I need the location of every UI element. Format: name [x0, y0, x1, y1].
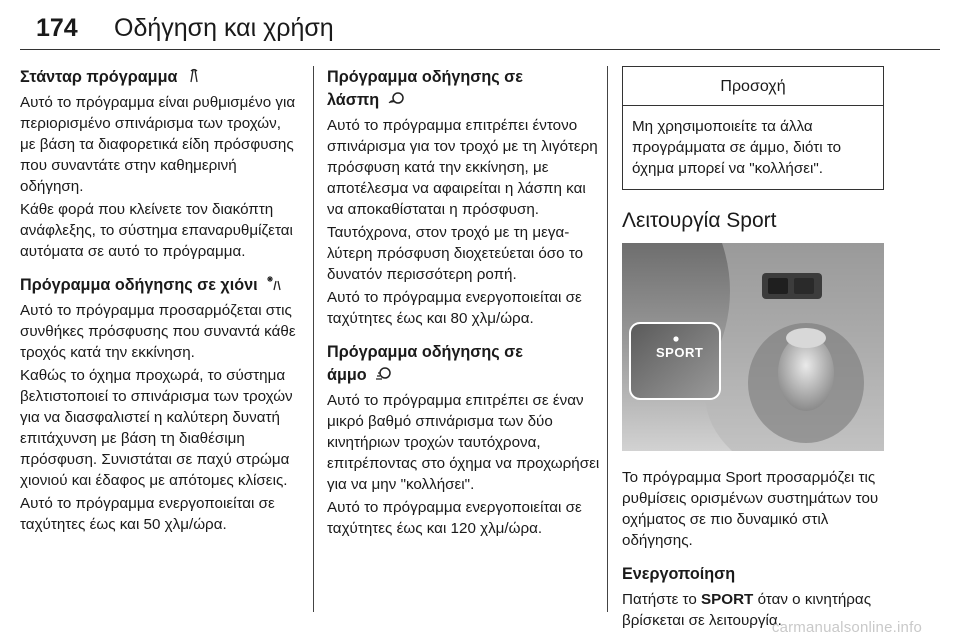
- sand-program-text-2: Αυτό το πρόγραμμα ενεργοποιείται σε ταχύτητες έως και 120 χλμ/ώρα.: [327, 499, 582, 537]
- chapter-title: Οδήγηση και χρήση: [114, 13, 334, 42]
- standard-program-heading: Στάνταρ πρόγραμμα: [20, 66, 300, 89]
- mud-tire-icon: [388, 90, 404, 106]
- standard-road-icon: [186, 67, 202, 83]
- snow-program-text-2: Καθώς το όχημα προχωρά, το σύστημα βελτιστοποιεί το σπινάρισμα των τροχών για να διασφαλιστεί η καλύτερη δυνατή επιτάχυνση με βάση τη διαθέσιμη πρόσφυση. Συνιστάται σε παχύ στρώμα χιονιού και έδαφος με απότομες κλίσεις.: [20, 367, 293, 489]
- activation-text: Πατήστε το SPORT όταν ο κινητήρας βρίσκεται σε λειτουργία.: [622, 591, 872, 629]
- sand-program-heading: Πρόγραμμα οδήγησης σε άμμο: [327, 343, 523, 384]
- sport-mode-text: Το πρόγραμμα Sport προσαρμόζει τις ρυθμίσεις ορισμένων συστημάτων του οχήματος σε πιο δυναμικό στιλ οδήγησης.: [622, 469, 879, 549]
- sand-tire-icon: [375, 365, 391, 381]
- page-number: 174: [36, 13, 78, 42]
- column-divider-2: [607, 66, 608, 612]
- photo-sport-label: SPORT: [656, 345, 704, 360]
- column-divider-1: [313, 66, 314, 612]
- caution-text: Μη χρησιμοποιείτε τα άλλα προγράμματα σε άμμο, διότι το όχημα μπορεί να "κολλήσει".: [632, 118, 842, 177]
- snow-program-text-3: Αυτό το πρόγραμμα ενεργοποιείται σε ταχύτητες έως και 50 χλμ/ώρα.: [20, 495, 275, 533]
- caution-box: [622, 66, 884, 190]
- page-header: [36, 4, 334, 52]
- sport-button-label: SPORT: [701, 591, 754, 608]
- snow-program-text-1: Αυτό το πρόγραμμα προσαρμόζεται στις συνθήκες πρόσφυσης που συναντά κάθε τροχός κατά την εκκίνηση.: [20, 302, 296, 361]
- snow-program-heading: Πρόγραμμα οδήγησης σε χιόνι: [20, 274, 300, 297]
- mud-program-text-2: Ταυτόχρονα, στον τροχό με τη μεγαλύτερη πρόσφυση διοχετεύεται όσο το δυνατόν περισσότερη ροπή.: [327, 224, 584, 283]
- mud-program-text-1: Αυτό το πρόγραμμα επιτρέπει έντονο σπινάρισμα για τον τροχό με τη λιγότερη πρόσφυση κατά την εκκίνηση, με αποτέλεσμα να αφαιρείται η λάσπη και να αποκαθίσταται η πρόσφυση.: [327, 117, 598, 218]
- mud-program-text-3: Αυτό το πρόγραμμα ενεργοποιείται σε ταχύτητες έως και 80 χλμ/ώρα.: [327, 289, 582, 327]
- sport-mode-title: Λειτουργία Sport: [622, 209, 777, 232]
- column-left: [20, 66, 300, 535]
- standard-program-text-1: Αυτό το πρόγραμμα είναι ρυθμισμένο για περιορισμένο σπινάρισμα των τροχών, με βάση τα διαφορετικά είδη πρόσφυσης που συναντάτε στην καθημερινή οδήγηση.: [20, 94, 296, 195]
- sand-program-text-1: Αυτό το πρόγραμμα επιτρέπει σε έναν μικρό βαθμό σπινάρισμα των δύο κινητήριων τροχών ταυτόχρονα, επιτρέποντας στο όχημα να προχωρήσει για να μην "κολλήσει".: [327, 392, 600, 493]
- snowflake-road-icon: [266, 275, 282, 291]
- activation-heading: Ενεργοποίηση: [622, 565, 736, 583]
- mud-program-heading: Πρόγραμμα οδήγησης σε λάσπη: [327, 68, 523, 109]
- column-middle: [327, 66, 601, 539]
- watermark: carmanualsonline.info: [771, 619, 922, 636]
- caution-heading: Προσοχή: [623, 67, 883, 106]
- standard-program-text-2: Κάθε φορά που κλείνετε τον διακόπτη ανάφλεξης, το σύστημα επαναρυθμίζεται αυτόματα σε αυτό το πρόγραμμα.: [20, 201, 293, 260]
- header-divider: [20, 49, 940, 50]
